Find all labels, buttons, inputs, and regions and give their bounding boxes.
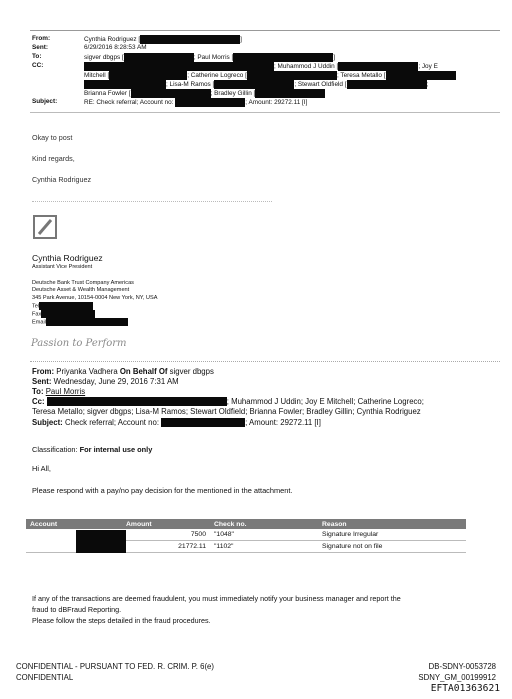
from-label: From: xyxy=(32,35,51,42)
signature-address: 345 Park Avenue, 10154-0004 New York, NY, USA xyxy=(32,295,158,301)
greeting: Hi All, xyxy=(32,464,51,473)
reason-cell: Signature not on file xyxy=(318,541,466,553)
redaction xyxy=(140,35,240,44)
logo-slash-icon xyxy=(35,217,55,237)
amount-cell: 7500 xyxy=(122,529,210,541)
classification: Classification: For internal use only xyxy=(32,445,153,454)
cc-label: CC: xyxy=(32,62,44,69)
signature-separator xyxy=(30,361,500,362)
redaction xyxy=(175,98,245,107)
redaction xyxy=(84,62,274,71)
redaction xyxy=(46,318,128,326)
signature-slogan: Passion to Perform xyxy=(31,338,127,349)
redaction xyxy=(41,310,95,318)
redaction xyxy=(76,530,126,553)
redaction xyxy=(47,397,227,406)
table-header-row xyxy=(26,519,466,529)
header-top-rule xyxy=(30,30,500,31)
from-value: Cynthia Rodriguez [ ] xyxy=(84,36,242,44)
redaction xyxy=(84,80,166,89)
closing-line-3: Please follow the steps detailed in the fraud procedures. xyxy=(32,616,211,625)
signature-org-1: Deutsche Bank Trust Company Americas xyxy=(32,280,134,286)
col-reason: Reason xyxy=(318,519,466,529)
cc-line-3: ; Lisa-M Ramos [ ; Stewart Oldfield [ ; xyxy=(84,80,428,90)
table-row xyxy=(26,529,466,541)
orig-to: To: Paul Morris xyxy=(32,387,86,396)
deutsche-bank-logo-icon xyxy=(33,215,57,239)
closing-line-1: If any of the transactions are deemed fraudulent, you must immediately notify your business manager and report the xyxy=(32,594,401,603)
subject-label: Subject: xyxy=(32,98,58,105)
col-check-no: Check no. xyxy=(210,519,318,529)
footer-efta-id: EFTA01363621 xyxy=(430,683,500,694)
check-cell: "1102" xyxy=(210,541,318,553)
subject-value: RE: Check referral; Account no: ; Amount: 29272.11 [I] xyxy=(84,99,308,107)
redaction xyxy=(214,80,294,89)
reply-separator xyxy=(32,201,272,202)
request-text: Please respond with a pay/no pay decision for the mentioned in the attachment. xyxy=(32,486,293,495)
redaction xyxy=(247,71,337,80)
reply-line-2: Kind regards, xyxy=(32,154,75,163)
orig-cc-2: Teresa Metallo; sigver dbgps; Lisa-M Ramos; Stewart Oldfield; Brianna Fowler; Bradley Gillin; Cynthia Rodriguez xyxy=(32,407,421,416)
sent-label: Sent: xyxy=(32,44,48,51)
closing-line-2: fraud to dBFraud Reporting. xyxy=(32,605,122,614)
cc-line-4: Brianna Fowler [ ; Bradley Gillin [ xyxy=(84,89,325,99)
orig-sent: Sent: Wednesday, June 29, 2016 7:31 AM xyxy=(32,377,179,386)
header-bottom-rule xyxy=(30,112,500,113)
transactions-table xyxy=(26,519,466,553)
redaction xyxy=(386,71,456,80)
signature-fax: Fax xyxy=(32,310,95,318)
redaction xyxy=(338,62,418,71)
to-value: sigver dbgps [ ; Paul Morris [ ] xyxy=(84,54,336,62)
footer-left-2: CONFIDENTIAL xyxy=(16,673,74,682)
col-amount: Amount xyxy=(122,519,210,529)
account-cell xyxy=(26,529,122,553)
reply-line-3: Cynthia Rodriguez xyxy=(32,175,92,184)
reply-line-1: Okay to post xyxy=(32,133,73,142)
orig-from: From: Priyanka Vadhera On Behalf Of sigver dbgps xyxy=(32,367,214,376)
footer-bates-2: SDNY_GM_00199912 xyxy=(418,673,496,682)
redaction xyxy=(39,302,93,310)
redaction xyxy=(124,53,194,62)
check-cell: "1048" xyxy=(210,529,318,541)
signature-org-2: Deutsche Asset & Wealth Management xyxy=(32,287,130,293)
signature-tel: Tel xyxy=(32,302,93,310)
redaction xyxy=(347,80,427,89)
footer-left-1: CONFIDENTIAL - PURSUANT TO FED. R. CRIM. P. 6(e) xyxy=(16,662,214,671)
cc-line-2: Mitchell [ ; Catherine Logreco [ ; Teresa Metallo [ xyxy=(84,71,456,81)
to-label: To: xyxy=(32,53,42,60)
redaction xyxy=(131,89,211,98)
redaction xyxy=(109,71,187,80)
cc-line-1: ; Muhammod J Uddin [ ; Joy E xyxy=(84,62,438,72)
signature-name: Cynthia Rodriguez xyxy=(32,253,103,263)
redaction xyxy=(161,418,245,427)
col-account: Account xyxy=(26,519,122,529)
redaction xyxy=(233,53,333,62)
orig-subject: Subject: Check referral; Account no: ; Amount: 29272.11 [I] xyxy=(32,418,321,427)
footer-bates-1: DB-SDNY-0053728 xyxy=(428,662,496,671)
signature-email: Email xyxy=(32,318,128,326)
sent-value: 6/29/2016 8:28:53 AM xyxy=(84,44,147,51)
amount-cell: 21772.11 xyxy=(122,541,210,553)
orig-cc-1: Cc: ; Muhammod J Uddin; Joy E Mitchell; Catherine Logreco; xyxy=(32,397,424,406)
redaction xyxy=(255,89,325,98)
signature-title: Assistant Vice President xyxy=(32,264,93,270)
reason-cell: Signature Irregular xyxy=(318,529,466,541)
